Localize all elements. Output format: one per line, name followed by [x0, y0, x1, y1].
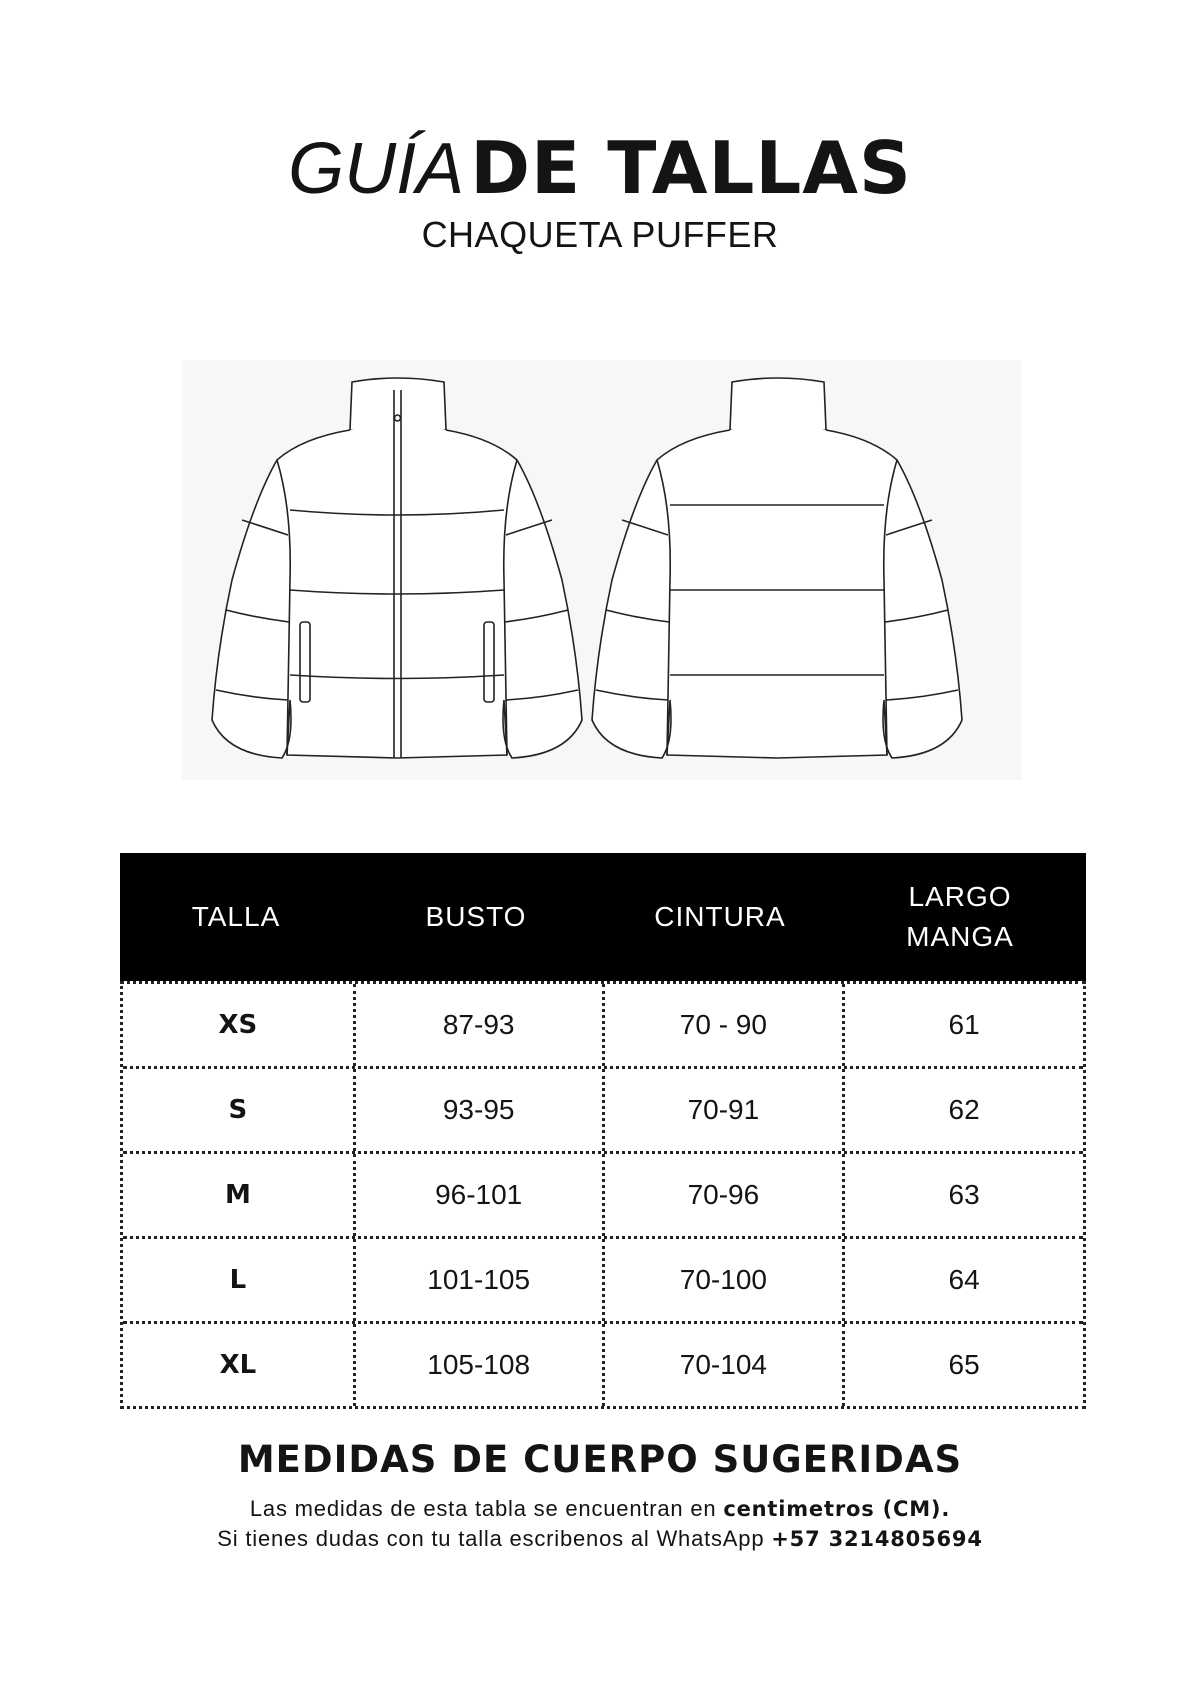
- cell-busto: 93-95: [353, 1069, 602, 1151]
- cell-busto: 105-108: [353, 1324, 602, 1406]
- cell-talla: S: [228, 1095, 248, 1125]
- cell-busto: 101-105: [353, 1239, 602, 1321]
- table-row: [123, 1321, 1083, 1406]
- note-whatsapp-text: Si tienes dudas con tu talla escribenos al WhatsApp: [217, 1526, 772, 1551]
- note-whatsapp: [0, 1526, 1200, 1552]
- table-row: [123, 1066, 1083, 1151]
- whatsapp-number: +57 3214805694: [771, 1527, 983, 1551]
- jacket-illustration: [182, 360, 1022, 780]
- size-table: [120, 853, 1086, 1409]
- cell-largo-manga: 64: [842, 1239, 1083, 1321]
- header-largo: LARGO: [908, 881, 1012, 912]
- table-header: [120, 853, 1086, 981]
- cell-talla: XS: [218, 1010, 258, 1040]
- cell-talla: M: [224, 1180, 251, 1210]
- header-manga: MANGA: [906, 921, 1014, 952]
- cell-busto: 87-93: [353, 984, 602, 1066]
- cell-cintura: 70-100: [602, 1239, 843, 1321]
- cell-cintura: 70-104: [602, 1324, 843, 1406]
- cell-largo-manga: 63: [842, 1154, 1083, 1236]
- header-talla: TALLA: [191, 901, 281, 932]
- cell-busto: 96-101: [353, 1154, 602, 1236]
- page-title: [0, 128, 1200, 209]
- header-largo-manga: [840, 853, 1080, 981]
- puffer-jacket-front-icon: [212, 378, 582, 758]
- table-row: [123, 1236, 1083, 1321]
- cell-largo-manga: 65: [842, 1324, 1083, 1406]
- cell-largo-manga: 62: [842, 1069, 1083, 1151]
- note-units: [0, 1496, 1200, 1522]
- header-cintura: CINTURA: [654, 901, 786, 932]
- cell-talla: XL: [219, 1350, 257, 1380]
- table-row: [123, 984, 1083, 1066]
- cell-cintura: 70-91: [602, 1069, 843, 1151]
- cell-cintura: 70 - 90: [602, 984, 843, 1066]
- title-bold: DE TALLAS: [470, 126, 912, 210]
- table-row: [123, 1151, 1083, 1236]
- note-units-text: Las medidas de esta tabla se encuentran en: [249, 1496, 724, 1521]
- puffer-jacket-back-icon: [592, 378, 962, 758]
- table-body: [120, 981, 1086, 1409]
- note-units-bold: centimetros (CM).: [723, 1497, 951, 1521]
- cell-cintura: 70-96: [602, 1154, 843, 1236]
- cell-talla: L: [229, 1265, 247, 1295]
- footer-title: MEDIDAS DE CUERPO SUGERIDAS: [237, 1438, 963, 1481]
- cell-largo-manga: 61: [842, 984, 1083, 1066]
- header-busto: BUSTO: [425, 901, 527, 932]
- title-light: GUÍA: [288, 129, 465, 209]
- page-subtitle: CHAQUETA PUFFER: [421, 214, 779, 255]
